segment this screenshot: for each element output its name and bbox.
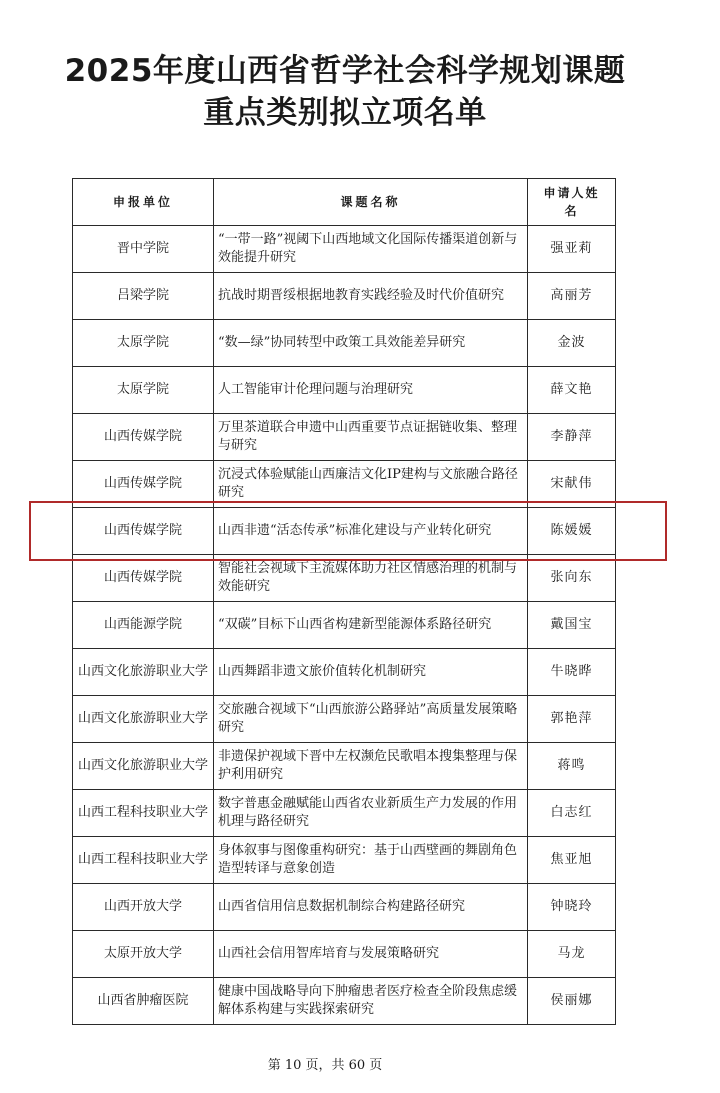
cell-topic: 山西省信用信息数据机制综合构建路径研究 (214, 884, 528, 931)
header-applicant: 申请人姓名 (528, 179, 616, 226)
cell-topic: 山西社会信用智库培育与发展策略研究 (214, 931, 528, 978)
cell-applicant: 戴国宝 (528, 602, 616, 649)
cell-applicant: 李静萍 (528, 414, 616, 461)
title-line-1: 2025年度山西省哲学社会科学规划课题 (64, 53, 626, 89)
table-row (73, 226, 616, 273)
cell-unit: 吕梁学院 (73, 273, 214, 320)
table-row (73, 743, 616, 790)
cell-applicant: 焦亚旭 (528, 837, 616, 884)
title-line-2: 重点类别拟立项名单 (203, 95, 487, 131)
table-row (73, 320, 616, 367)
table-row (73, 790, 616, 837)
table-row (73, 931, 616, 978)
cell-unit: 山西开放大学 (73, 884, 214, 931)
cell-applicant: 金波 (528, 320, 616, 367)
cell-applicant: 强亚莉 (528, 226, 616, 273)
cell-unit: 山西工程科技职业大学 (73, 790, 214, 837)
cell-unit: 山西传媒学院 (73, 508, 214, 555)
cell-topic: 山西非遗“活态传承”标准化建设与产业转化研究 (214, 508, 528, 555)
cell-unit: 太原开放大学 (73, 931, 214, 978)
cell-applicant: 蒋鸣 (528, 743, 616, 790)
header-unit: 申报单位 (73, 179, 214, 226)
cell-topic: 身体叙事与图像重构研究：基于山西壁画的舞剧角色造型转译与意象创造 (214, 837, 528, 884)
table-row (73, 649, 616, 696)
highlight-rectangle (29, 501, 667, 561)
cell-topic: 交旅融合视域下“山西旅游公路驿站”高质量发展策略研究 (214, 696, 528, 743)
cell-unit: 山西文化旅游职业大学 (73, 696, 214, 743)
table-row (73, 273, 616, 320)
cell-unit: 山西传媒学院 (73, 414, 214, 461)
cell-topic: 山西舞蹈非遗文旅价值转化机制研究 (214, 649, 528, 696)
cell-applicant: 马龙 (528, 931, 616, 978)
table-row (73, 978, 616, 1025)
project-list-table (72, 178, 616, 1025)
cell-topic: 数字普惠金融赋能山西省农业新质生产力发展的作用机理与路径研究 (214, 790, 528, 837)
cell-unit: 山西文化旅游职业大学 (73, 743, 214, 790)
table-header-row (73, 179, 616, 226)
cell-applicant: 牛晓晔 (528, 649, 616, 696)
cell-topic: 人工智能审计伦理问题与治理研究 (214, 367, 528, 414)
cell-applicant: 张向东 (528, 555, 616, 602)
cell-applicant: 宋献伟 (528, 461, 616, 508)
cell-applicant: 陈媛媛 (528, 508, 616, 555)
table-row (73, 602, 616, 649)
cell-topic: 智能社会视域下主流媒体助力社区情感治理的机制与效能研究 (214, 555, 528, 602)
cell-unit: 太原学院 (73, 367, 214, 414)
cell-applicant: 高丽芳 (528, 273, 616, 320)
cell-topic: “数—绿”协同转型中政策工具效能差异研究 (214, 320, 528, 367)
page-number: 第 10 页，共 60 页 (267, 1058, 383, 1073)
header-topic: 课题名称 (214, 179, 528, 226)
table-body (73, 226, 616, 1025)
cell-applicant: 侯丽娜 (528, 978, 616, 1025)
table-row (73, 555, 616, 602)
cell-topic: 沉浸式体验赋能山西廉洁文化IP建构与文旅融合路径研究 (214, 461, 528, 508)
cell-unit: 山西传媒学院 (73, 461, 214, 508)
cell-topic: 抗战时期晋绥根据地教育实践经验及时代价值研究 (214, 273, 528, 320)
cell-topic: 万里茶道联合申遗中山西重要节点证据链收集、整理与研究 (214, 414, 528, 461)
table-row (73, 696, 616, 743)
cell-applicant: 郭艳萍 (528, 696, 616, 743)
cell-unit: 太原学院 (73, 320, 214, 367)
table-row (73, 837, 616, 884)
cell-topic: 健康中国战略导向下肿瘤患者医疗检查全阶段焦虑缓解体系构建与实践探索研究 (214, 978, 528, 1025)
cell-unit: 山西能源学院 (73, 602, 214, 649)
cell-topic: 非遗保护视域下晋中左权濒危民歌唱本搜集整理与保护利用研究 (214, 743, 528, 790)
cell-unit: 山西传媒学院 (73, 555, 214, 602)
table-row (73, 367, 616, 414)
table-row (73, 414, 616, 461)
cell-unit: 晋中学院 (73, 226, 214, 273)
cell-topic: “一带一路”视阈下山西地域文化国际传播渠道创新与效能提升研究 (214, 226, 528, 273)
cell-applicant: 薛文艳 (528, 367, 616, 414)
cell-topic: “双碳”目标下山西省构建新型能源体系路径研究 (214, 602, 528, 649)
cell-unit: 山西文化旅游职业大学 (73, 649, 214, 696)
cell-applicant: 白志红 (528, 790, 616, 837)
cell-unit: 山西工程科技职业大学 (73, 837, 214, 884)
table-row (73, 884, 616, 931)
cell-applicant: 钟晓玲 (528, 884, 616, 931)
document-title (0, 50, 690, 134)
cell-unit: 山西省肿瘤医院 (73, 978, 214, 1025)
